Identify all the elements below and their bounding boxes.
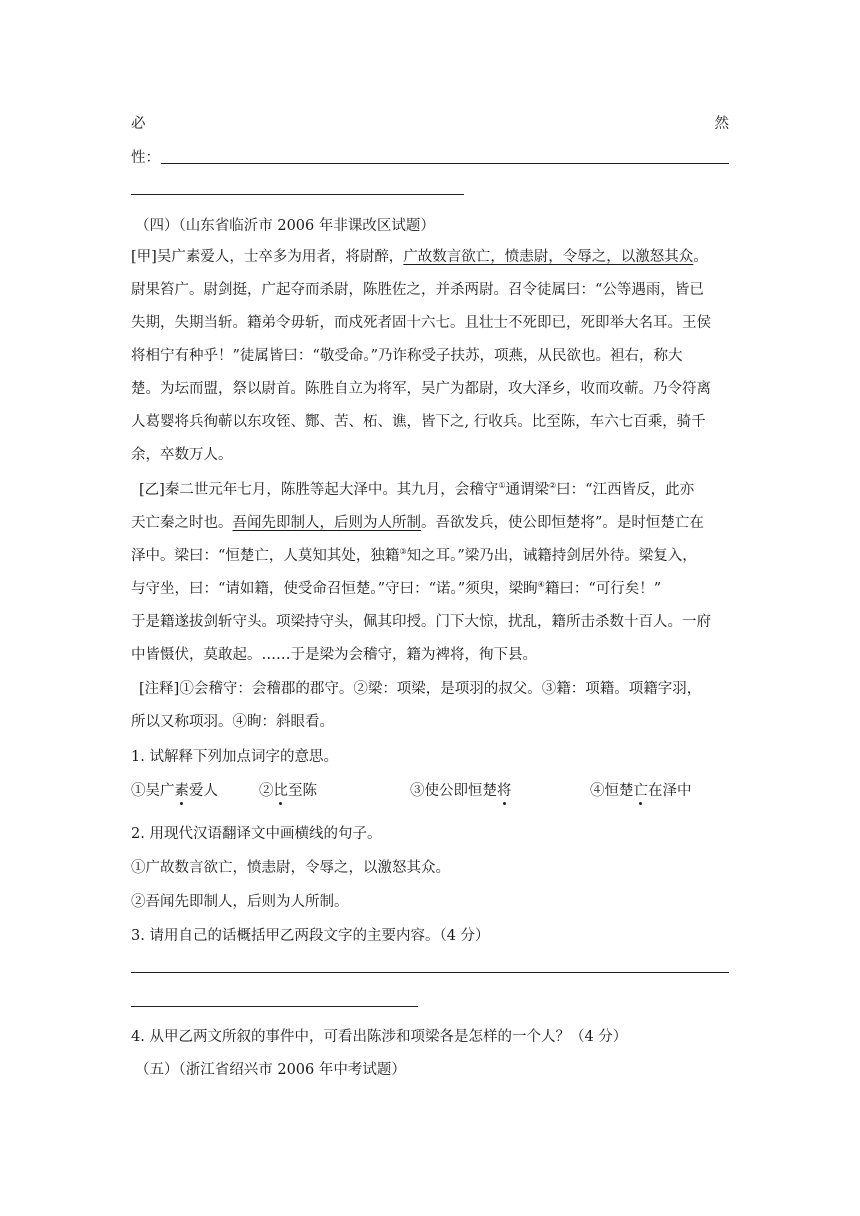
passage-jia-line: 失期，失期当斩。籍弟令毋斩，而戍死者固十六七。且壮士不死即已，死即举大名耳。王侯 (131, 315, 711, 331)
label-bi: 必 (131, 116, 146, 132)
question-2-sentence-a: ①广故数言欲亡，愤恚尉，令辱之，以激怒其众。 (131, 860, 450, 876)
passage-yi-line: 天亡秦之时也。吾闻先即制人，后则为人所制。吾欲发兵，使公即恒楚将”。是时恒楚亡在 (131, 515, 704, 531)
label-xing: 性： (131, 150, 160, 166)
answer-line[interactable] (131, 1006, 418, 1007)
passage-jia-line: 楚。为坛而盟，祭以尉首。陈胜自立为将军，吴广为都尉，攻大泽乡，收而攻蕲。乃令符离 (131, 381, 711, 397)
passage-jia-line: 将相宁有种乎！”徒属皆曰：“敬受命。”乃诈称受子扶苏，项燕，从民欲也。袒右，称大 (131, 348, 683, 364)
passage-jia-line: 尉果笞广。尉剑挺，广起夺而杀尉，陈胜佐之，并杀两尉。召令徒属曰：“公等遇雨，皆已 (131, 282, 704, 298)
passage-yi-line: 于是籍遂拔剑斩守头。项梁持守头，佩其印授。门下大惊，扰乱，籍所击杀数十百人。一府 (131, 614, 711, 630)
question-1: 1. 试解释下列加点词字的意思。 (131, 749, 338, 765)
passage-jia-line: 人葛婴将兵徇蕲以东攻铚、酂、苦、柘、谯，皆下之, 行收兵。比至陈，车六七百乘，骑千 (131, 414, 706, 430)
underlined-sentence: 广故数言欲亡，愤恚尉，令辱之，以激怒其众 (403, 249, 694, 265)
question-label-row (131, 112, 729, 133)
item-b: ②比至陈 (259, 783, 317, 799)
question-3: 3. 请用自己的话概括甲乙两段文字的主要内容。（4 分） (131, 928, 490, 944)
passage-yi-line: 与守坐，曰：“请如籍，使受命召恒楚。”守曰：“诺。”须臾，梁眴④籍曰：“可行矣！” (131, 580, 662, 597)
question-4: 4. 从甲乙两文所叙的事件中，可看出陈涉和项梁各是怎样的一个人？（4 分） (131, 1029, 628, 1045)
underlined-sentence: 吾闻先即制人，后则为人所制 (232, 515, 421, 531)
question-2: 2. 用现代汉语翻译文中画横线的句子。 (131, 826, 382, 842)
question-2-sentence-b: ②吾闻先即制人，后则为人所制。 (131, 894, 349, 910)
passage-yi-line: 中皆慑伏，莫敢起。……于是梁为会稽守，籍为裨将，徇下县。 (131, 647, 537, 663)
passage-jia-line: 余，卒数万人。 (131, 447, 233, 463)
notes-line: [注释]①会稽守：会稽郡的郡守。②梁：项梁，是项羽的叔父。③籍：项籍。项籍字羽， (139, 681, 702, 697)
section-heading: （四）（山东省临沂市 2006 年非课改区试题） (135, 218, 435, 234)
notes-line: 所以又称项羽。④眴：斜眼看。 (131, 714, 334, 730)
answer-line[interactable] (161, 163, 729, 164)
item-d: ④恒楚亡在泽中 (590, 783, 692, 799)
passage-yi-line: 泽中。梁曰：“恒楚亡，人莫知其处，独籍③知之耳。”梁乃出，诫籍持剑居外待。梁复入， (131, 547, 697, 564)
answer-line[interactable] (131, 972, 729, 973)
answer-line[interactable] (131, 194, 464, 195)
passage-jia-line: [甲]吴广素爱人，士卒多为用者，将尉醉，广故数言欲亡，愤恚尉，令辱之，以激怒其众。 (131, 249, 708, 265)
question-1-items (131, 779, 729, 803)
label-ran: 然 (714, 116, 729, 132)
section-heading: （五）（浙江省绍兴市 2006 年中考试题） (135, 1062, 406, 1078)
item-c: ③使公即恒楚将 (410, 783, 512, 799)
item-a: ①吴广素爱人 (131, 783, 218, 799)
passage-yi-line: [乙]秦二世元年七月，陈胜等起大泽中。其九月，会稽守①通谓梁②曰：“江西皆反，此亦 (139, 481, 695, 498)
